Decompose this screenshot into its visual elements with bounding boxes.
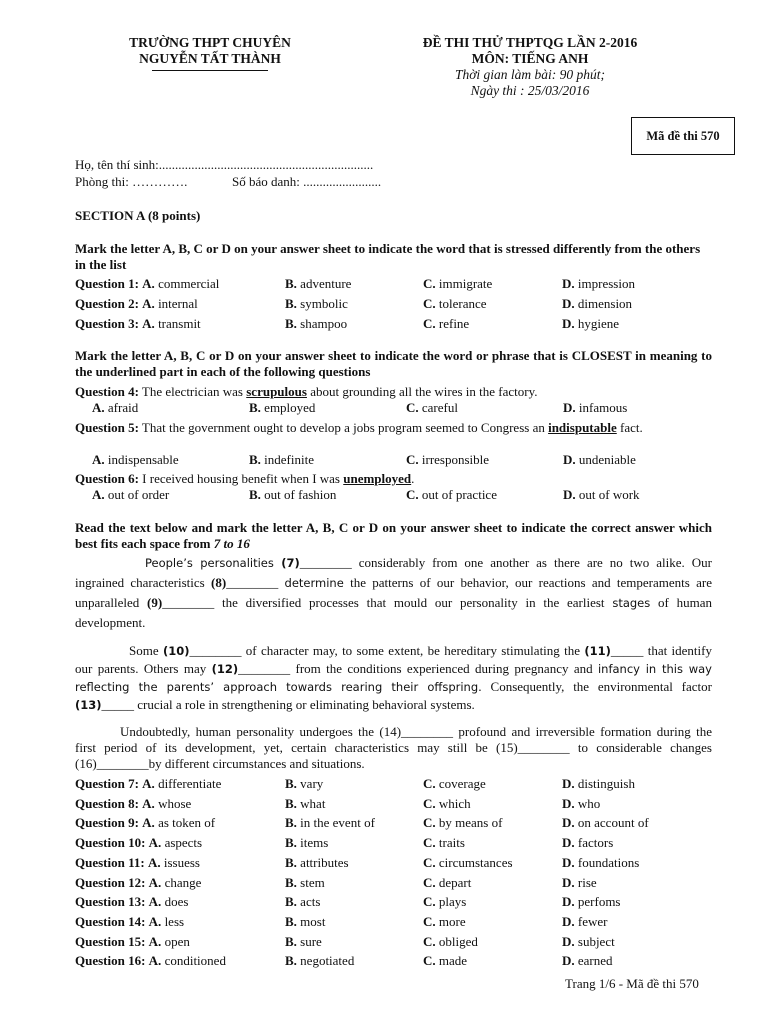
option-a — [75, 953, 226, 969]
option-c — [423, 296, 487, 312]
question-row — [75, 276, 715, 294]
option-letter: D. — [562, 953, 575, 969]
option-c — [423, 953, 467, 969]
option-a: A. indispensable — [92, 452, 179, 467]
question-row — [75, 894, 715, 912]
option-text: distinguish — [577, 776, 635, 791]
option-b — [285, 796, 325, 812]
question-5-options — [75, 452, 715, 470]
option-letter: C. — [423, 874, 436, 890]
passage-paragraph-2: Some (10)________ of character may, to some extent, be hereditary stimulating the (11)_____ that identify our parents. Others may (12)________ from the conditions experienced during pregnancy and infancy in this way reflecting the parents’ approach towards rearing their offspring. Consequently, the environmental factor (13)_____ crucial a role in strengthening or eliminating behavioral systems. — [75, 643, 712, 712]
exam-code: Mã đề thi 570 — [646, 129, 720, 143]
option-text: sure — [300, 933, 322, 949]
question-label: Question 15: — [75, 933, 146, 949]
option-text: factors — [577, 835, 614, 851]
question-row — [75, 855, 715, 873]
option-letter: B. — [285, 776, 297, 791]
option-c — [423, 835, 465, 851]
exam-code-box — [631, 117, 735, 155]
option-c: C. irresponsible — [406, 452, 490, 467]
option-text: by means of — [438, 815, 503, 831]
question-label: Question 8: — [75, 795, 139, 811]
option-letter: A. — [148, 933, 162, 949]
option-text: does — [164, 894, 189, 910]
option-d — [562, 815, 649, 831]
option-letter: A. — [148, 835, 162, 851]
option-c — [423, 316, 469, 332]
option-letter: D. — [562, 854, 575, 870]
option-letter: C. — [423, 933, 436, 949]
option-letter: A. — [148, 874, 162, 890]
option-letter: A. — [148, 953, 162, 969]
option-letter: B. — [285, 933, 297, 949]
option-letter: B. — [285, 894, 297, 910]
question-label: Question 10: — [75, 835, 146, 851]
option-d — [562, 276, 635, 292]
school-name-line1: TRƯỜNG THPT CHUYÊN — [129, 35, 291, 50]
option-letter: D. — [562, 874, 575, 890]
question-label: Question 13: — [75, 894, 146, 910]
question-label: Question 6: — [75, 471, 139, 486]
option-letter: D. — [562, 296, 575, 311]
option-d — [562, 296, 632, 312]
option-text: on account of — [577, 815, 649, 831]
option-a — [75, 855, 200, 871]
option-d — [562, 855, 639, 871]
option-text: subject — [577, 933, 615, 949]
option-letter: C. — [423, 316, 436, 331]
option-text: adventure — [300, 276, 352, 291]
option-letter: B. — [285, 874, 297, 890]
option-letter: C. — [423, 894, 436, 910]
stress-instruction: Mark the letter A, B, C or D on your answer sheet to indicate the word that is stressed differently from the others in the list — [75, 241, 701, 272]
option-letter: C. — [423, 854, 436, 870]
option-d — [562, 776, 635, 792]
option-text: most — [300, 913, 326, 929]
question-6-stem — [75, 471, 712, 487]
option-c — [423, 914, 466, 930]
option-a — [75, 894, 188, 910]
option-text: what — [300, 795, 326, 811]
option-text: shampoo — [300, 316, 348, 331]
option-a — [75, 914, 184, 930]
option-letter: A. — [148, 913, 162, 929]
option-text: in the event of — [300, 815, 375, 831]
option-text: negotiated — [300, 953, 355, 969]
option-text: immigrate — [438, 276, 493, 291]
option-d — [562, 914, 607, 930]
option-text: stem — [300, 874, 325, 890]
option-c — [423, 776, 486, 792]
option-letter: C. — [423, 296, 436, 311]
question-text: fact. — [616, 420, 643, 435]
exam-header — [380, 35, 680, 99]
question-row — [75, 953, 715, 971]
option-text: rise — [577, 874, 597, 890]
question-label: Question 3: — [75, 316, 139, 331]
option-b — [285, 276, 351, 292]
question-row — [75, 875, 715, 893]
option-b: B. indefinite — [249, 452, 314, 467]
question-label: Question 11: — [75, 854, 145, 870]
option-text: more — [438, 913, 466, 929]
question-4-options — [75, 400, 715, 418]
option-letter: C. — [423, 913, 436, 929]
option-text: as token of — [158, 815, 216, 831]
option-text: depart — [438, 874, 472, 890]
option-text: impression — [577, 276, 635, 291]
option-text: coverage — [438, 776, 486, 791]
option-letter: B. — [285, 953, 297, 969]
option-a — [75, 815, 215, 831]
option-d: D. out of work — [563, 487, 640, 502]
option-text: change — [164, 874, 202, 890]
option-text: fewer — [577, 913, 608, 929]
option-letter: C. — [423, 815, 436, 831]
option-letter: A. — [142, 296, 155, 311]
passage-paragraph-1: People’s personalities (7)________ considerably from one another as there are no two alike. Our ingrained characteristics (8)________ determine the patterns of our behavior, our reactions and temperaments are unparalleled (9)________ the diversified processes that mould our personality in the earliest stages of human development. — [75, 555, 713, 630]
question-text: The electrician was — [138, 384, 247, 399]
question-6-options — [75, 487, 715, 505]
question-5-stem — [75, 420, 712, 436]
option-d — [562, 894, 621, 910]
option-letter: B. — [285, 276, 297, 291]
question-row — [75, 296, 715, 314]
option-text: issuess — [163, 854, 200, 870]
option-text: traits — [438, 835, 465, 851]
option-text: conditioned — [164, 953, 226, 969]
option-text: hygiene — [577, 316, 620, 331]
option-b — [285, 914, 325, 930]
option-d — [562, 875, 597, 891]
exam-date: Ngày thi : 25/03/2016 — [470, 83, 590, 98]
option-b — [285, 855, 349, 871]
option-text: earned — [577, 953, 613, 969]
exam-time: Thời gian làm bài: 90 phút; — [454, 67, 606, 82]
option-c — [423, 276, 492, 292]
option-text: tolerance — [438, 296, 487, 311]
option-b — [285, 953, 354, 969]
option-text: who — [577, 795, 601, 811]
question-label: Question 7: — [75, 776, 139, 791]
candidate-room-line: Phòng thi: …………. — [75, 174, 188, 189]
option-c: C. careful — [406, 400, 458, 415]
question-row — [75, 835, 715, 853]
option-letter: D. — [562, 913, 575, 929]
option-d — [562, 934, 615, 950]
option-text: which — [438, 795, 471, 811]
header-divider — [152, 70, 268, 71]
reading-instruction: Read the text below and mark the letter A, B, C or D on your answer sheet to indicate the correct answer which best fits each space from 7 to 16 — [75, 520, 712, 551]
option-d — [562, 835, 613, 851]
question-text: I received housing benefit when I was — [138, 471, 344, 486]
option-text: circumstances — [438, 854, 513, 870]
passage-paragraph-3: Undoubtedly, human personality undergoes the (14)________ profound and irreversible formation during the first period of its development, yet, certain characteristics may still be (15)________ to considerable changes (16)________by different circumstances and situations. — [75, 724, 712, 771]
option-text: aspects — [164, 835, 203, 851]
option-c — [423, 815, 502, 831]
option-d — [562, 316, 619, 332]
option-a: A. out of order — [92, 487, 170, 502]
option-text: transmit — [158, 316, 201, 331]
question-row — [75, 815, 715, 833]
option-c — [423, 855, 513, 871]
option-letter: B. — [285, 815, 297, 831]
candidate-id-line: Số báo danh: ........................ — [232, 174, 382, 189]
question-label: Question 4: — [75, 384, 139, 399]
option-d — [562, 953, 613, 969]
option-letter: D. — [562, 815, 575, 831]
option-text: foundations — [577, 854, 640, 870]
exam-title: ĐỀ THI THỬ THPTQG LẦN 2-2016 — [422, 35, 638, 50]
option-text: differentiate — [158, 776, 222, 791]
option-b — [285, 894, 320, 910]
option-letter: D. — [562, 835, 575, 851]
option-c — [423, 796, 471, 812]
question-label: Question 14: — [75, 913, 146, 929]
underlined-word: unemployed — [343, 471, 412, 486]
option-a — [75, 835, 202, 851]
option-c — [423, 894, 466, 910]
option-c — [423, 934, 478, 950]
question-text: . — [411, 471, 415, 486]
option-letter: A. — [142, 316, 155, 331]
option-text: attributes — [300, 854, 349, 870]
question-label: Question 1: — [75, 276, 139, 291]
exam-subject: MÔN: TIẾNG ANH — [471, 51, 589, 66]
option-text: plays — [438, 894, 467, 910]
option-letter: C. — [423, 795, 436, 811]
option-b — [285, 875, 325, 891]
option-text: obliged — [438, 933, 478, 949]
option-a: A. afraid — [92, 400, 139, 415]
option-text: symbolic — [300, 296, 348, 311]
option-a — [75, 796, 191, 812]
option-text: open — [164, 933, 190, 949]
option-a — [75, 875, 201, 891]
option-a — [75, 776, 221, 792]
option-letter: C. — [423, 276, 436, 291]
option-a — [75, 934, 190, 950]
option-c: C. out of practice — [406, 487, 497, 502]
option-b: B. employed — [249, 400, 316, 415]
option-b — [285, 934, 322, 950]
option-b — [285, 776, 323, 792]
option-d: D. undeniable — [563, 452, 636, 467]
option-c — [423, 875, 471, 891]
question-label: Question 16: — [75, 953, 146, 969]
option-b — [285, 316, 347, 332]
option-text: less — [164, 913, 185, 929]
option-d — [562, 796, 600, 812]
option-letter: B. — [285, 835, 297, 851]
option-letter: D. — [562, 894, 575, 910]
option-d: D. infamous — [563, 400, 628, 415]
option-b — [285, 815, 375, 831]
option-letter: D. — [562, 276, 575, 291]
option-a — [75, 276, 219, 292]
option-letter: A. — [148, 894, 162, 910]
option-letter: B. — [285, 913, 297, 929]
option-letter: C. — [423, 953, 436, 969]
question-text: That the government ought to develop a jobs program seemed to Congress an — [138, 420, 549, 435]
option-letter: C. — [423, 835, 436, 851]
option-b — [285, 296, 348, 312]
question-4-stem — [75, 384, 712, 400]
option-letter: D. — [562, 776, 575, 791]
question-row — [75, 914, 715, 932]
option-b — [285, 835, 328, 851]
option-text: acts — [300, 894, 321, 910]
option-letter: B. — [285, 316, 297, 331]
option-letter: A. — [142, 815, 155, 831]
option-letter: A. — [142, 795, 155, 811]
option-text: items — [300, 835, 329, 851]
option-text: vary — [300, 776, 324, 791]
question-label: Question 12: — [75, 874, 146, 890]
option-letter: D. — [562, 795, 575, 811]
option-letter: A. — [147, 854, 161, 870]
option-text: perfoms — [577, 894, 621, 910]
page-footer: Trang 1/6 - Mã đề thi 570 — [565, 976, 699, 991]
option-letter: B. — [285, 854, 297, 870]
option-b: B. out of fashion — [249, 487, 337, 502]
school-header — [85, 35, 335, 71]
option-letter: D. — [562, 316, 575, 331]
question-row — [75, 316, 715, 334]
option-text: refine — [438, 316, 470, 331]
closest-instruction: Mark the letter A, B, C or D on your answer sheet to indicate the word or phrase that is CLOSEST in meaning to the underlined part in each of the following questions — [75, 348, 712, 379]
question-label: Question 2: — [75, 296, 139, 311]
option-text: internal — [158, 296, 198, 311]
option-a — [75, 316, 201, 332]
option-text: made — [438, 953, 468, 969]
candidate-name-line: Họ, tên thí sinh:.................................................................. — [75, 157, 374, 172]
section-title: SECTION A (8 points) — [75, 208, 201, 223]
option-letter: B. — [285, 795, 297, 811]
underlined-word: indisputable — [548, 420, 617, 435]
question-text: about grounding all the wires in the factory. — [306, 384, 538, 399]
question-row — [75, 796, 715, 814]
option-letter: C. — [423, 776, 436, 791]
option-text: dimension — [577, 296, 633, 311]
question-label: Question 5: — [75, 420, 139, 435]
question-row — [75, 776, 715, 794]
option-text: commercial — [158, 276, 220, 291]
option-letter: A. — [142, 276, 155, 291]
underlined-word: scrupulous — [246, 384, 307, 399]
option-a — [75, 296, 198, 312]
option-text: whose — [158, 795, 192, 811]
school-name-line2: NGUYỄN TẤT THÀNH — [139, 51, 281, 66]
question-label: Question 9: — [75, 815, 139, 831]
option-letter: D. — [562, 933, 575, 949]
option-letter: A. — [142, 776, 155, 791]
option-letter: B. — [285, 296, 297, 311]
question-row — [75, 934, 715, 952]
